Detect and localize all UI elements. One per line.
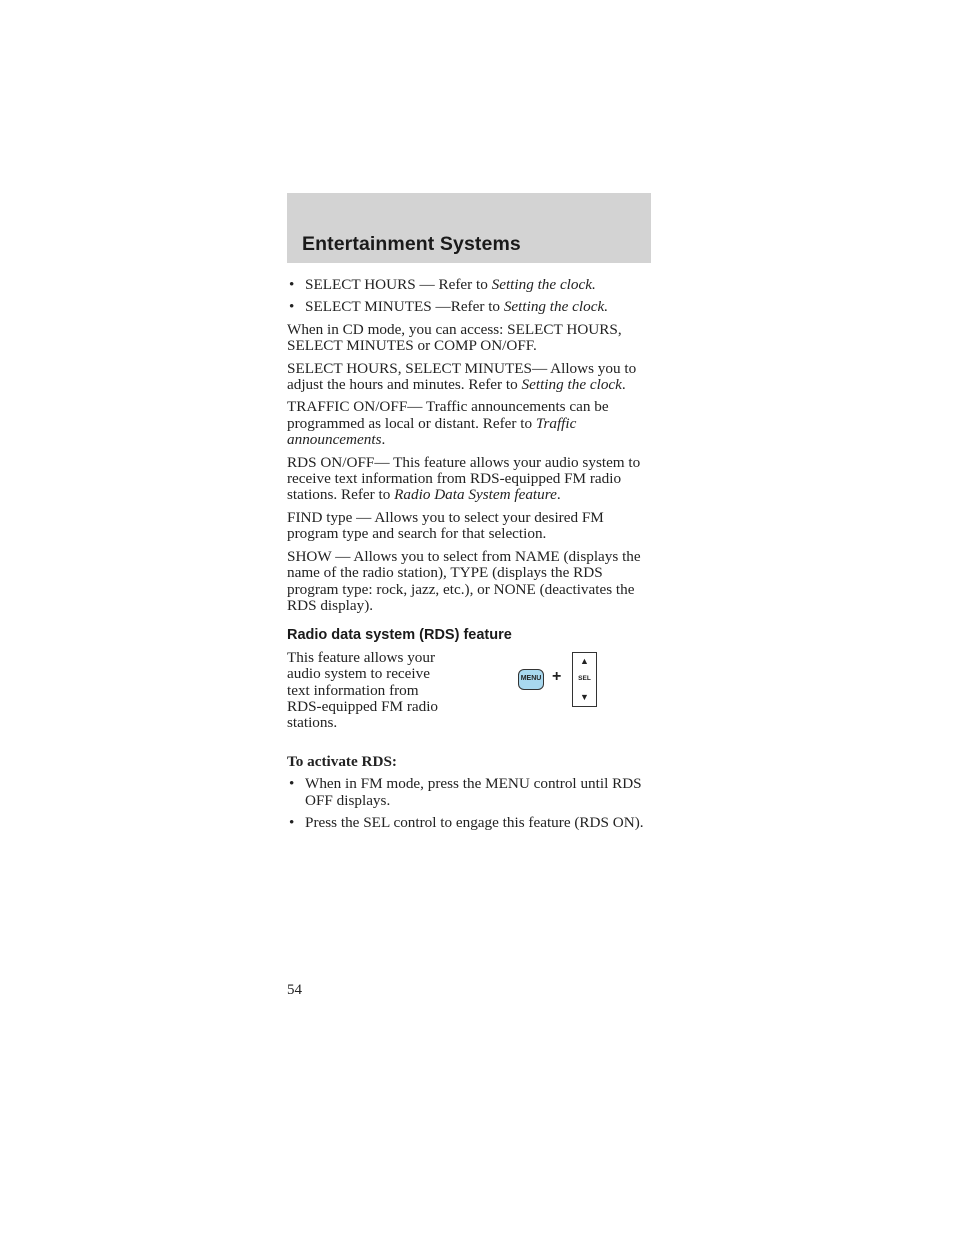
- up-arrow-icon: ▲: [580, 655, 589, 666]
- paragraph-traffic: [287, 399, 655, 448]
- page-number: 54: [287, 982, 302, 998]
- bullet-dot: •: [289, 813, 295, 831]
- plus-icon: +: [552, 667, 562, 685]
- bullet-text: SELECT HOURS — Refer to: [305, 276, 492, 293]
- activate-rds-heading: To activate RDS:: [287, 752, 397, 770]
- bullet-dot: •: [289, 775, 295, 793]
- cross-reference: Radio Data System feature: [394, 486, 557, 504]
- paragraph-text: SELECT HOURS, SELECT MINUTES— Allows you to adjust the hours and minutes. Refer to: [287, 359, 637, 394]
- bullet-end: .: [604, 298, 608, 316]
- sel-control-illustration: [572, 652, 597, 707]
- paragraph-end: .: [556, 486, 561, 504]
- section-title: Entertainment Systems: [302, 233, 521, 255]
- paragraph-select-hours-minutes: [287, 361, 655, 394]
- cross-reference: Setting the clock: [491, 276, 592, 293]
- menu-button-illustration: MENU: [518, 669, 544, 690]
- paragraph-text: TRAFFIC ON/OFF— Traffic announcements can be programmed as local or distant. Refer to: [287, 398, 609, 432]
- paragraph-cd-mode: When in CD mode, you can access: SELECT HOURS, SELECT MINUTES or COMP ON/OFF.: [287, 320, 622, 355]
- sel-label: SEL: [578, 674, 591, 682]
- down-arrow-icon: ▼: [580, 691, 589, 702]
- cross-reference: Traffic announcements: [287, 414, 577, 449]
- bullet-end: .: [591, 276, 596, 293]
- section-heading-rds: Radio data system (RDS) feature: [287, 627, 512, 644]
- paragraph-text: RDS ON/OFF— This feature allows your audio system to receive text information from RDS-equipped FM radio stations. Refer to: [287, 453, 641, 504]
- paragraph-end: .: [621, 376, 626, 394]
- bullet-dot: •: [289, 276, 295, 293]
- paragraph-show: SHOW — Allows you to select from NAME (displays the name of the radio station), TYPE (displays the RDS program type: rock, jazz, etc.), or NONE (deactivates the RDS display).: [287, 547, 641, 614]
- paragraph-find-type: FIND type — Allows you to select your desired FM program type and search for that selection.: [287, 508, 604, 543]
- page-content: [287, 277, 655, 837]
- bullet-activate-step-2: [287, 815, 655, 831]
- cross-reference: Setting the clock: [521, 376, 622, 394]
- paragraph-rds-on-off: [287, 455, 655, 504]
- rds-intro-row: [287, 650, 655, 748]
- bullet-select-hours: [287, 277, 655, 293]
- rds-intro-text: This feature allows your audio system to receive text information from RDS-equipped FM radio stations.: [287, 648, 439, 732]
- bullet-text: When in FM mode, press the MENU control until RDS OFF displays.: [305, 775, 642, 809]
- bullet-text: SELECT MINUTES —Refer to: [305, 298, 504, 316]
- bullet-text: Press the SEL control to engage this feature (RDS ON).: [305, 813, 644, 831]
- cross-reference: Setting the clock: [503, 298, 605, 316]
- bullet-activate-step-1: [287, 776, 655, 809]
- paragraph-end: .: [381, 431, 386, 449]
- section-header-band: [287, 193, 651, 263]
- bullet-dot: •: [289, 298, 295, 316]
- bullet-select-minutes: [287, 299, 655, 315]
